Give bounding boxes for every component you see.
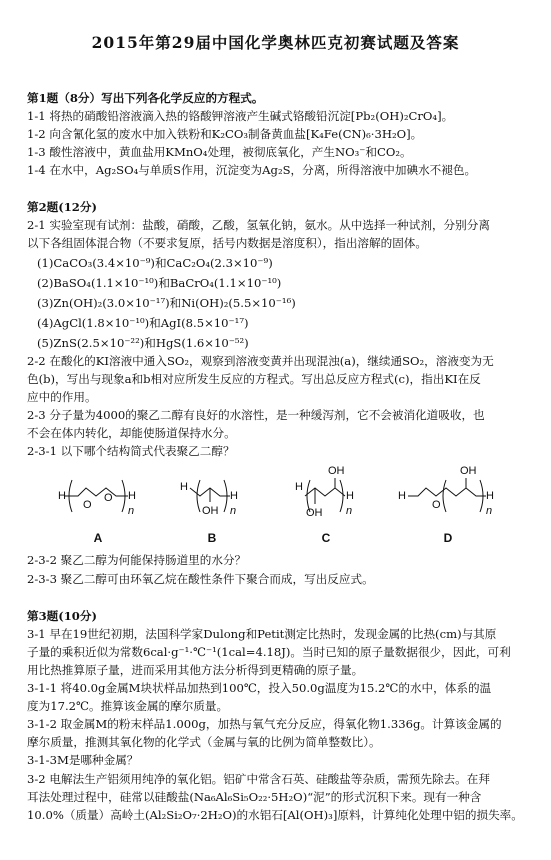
struct-b-h-right: H (230, 490, 238, 502)
struct-b-n: n (230, 505, 237, 517)
structure-diagram (40, 458, 530, 558)
struct-label-b: B (207, 531, 217, 545)
text-line-q1-2: 1-2 向含氰化氢的废水中加入铁粉和K₂CO₃制备黄血盐[K₄Fe(CN)₆·3H₂O]。 (27, 127, 423, 141)
text-line-q2-1b: 以下各组固体混合物（不要求复原，括号内数据是溶度积），指出溶解的固体。 (27, 236, 427, 250)
struct-d-n: n (486, 505, 493, 517)
text-line-q1-3: 1-3 酸性溶液中，黄血盐用KMnO₄处理，被彻底氧化，产生NO₃⁻和CO₂。 (27, 145, 412, 159)
text-line-q3-head: 第3题(10分) (27, 609, 97, 623)
text-line-q2-head: 第2题(12分) (27, 200, 97, 214)
struct-a-n: n (128, 505, 135, 517)
structure-options (40, 458, 530, 558)
struct-a-h-left: H (58, 490, 66, 502)
text-line-q2-1-2: (2)BaSO₄(1.1×10⁻¹⁰)和BaCrO₄(1.1×10⁻¹⁰) (37, 276, 282, 290)
text-line-q1-head: 第1题（8分）写出下列各化学反应的方程式。 (27, 91, 264, 105)
text-line-q2-1-1: (1)CaCO₃(3.4×10⁻⁹)和CaC₂O₄(2.3×10⁻⁹) (37, 256, 273, 270)
text-line-q2-2b: 色(b)，写出与现象a和b相对应所发生反应的方程式。写出总反应方程式(c)，指出KI在反 (27, 372, 481, 386)
struct-label-c: C (321, 531, 331, 545)
struct-b-oh: OH (202, 505, 219, 517)
text-line-q2-1a: 2-1 实验室现有试剂：盐酸，硝酸，乙酸，氢氧化钠，氨水。从中选择一种试剂，分别分离 (27, 218, 490, 232)
text-line-q1-1: 1-1 将热的硝酸铅溶液滴入热的铬酸钾溶液产生碱式铬酸铅沉淀[Pb₂(OH)₂CrO₄]。 (27, 109, 454, 123)
struct-d-h-right: H (486, 490, 494, 502)
text-line-q3-1a: 3-1 早在19世纪初期，法国科学家Dulong和Petit测定比热时，发现金属的比热(cm)与其原 (27, 627, 497, 641)
text-line-q2-1-3: (3)Zn(OH)₂(3.0×10⁻¹⁷)和Ni(OH)₂(5.5×10⁻¹⁶) (37, 296, 296, 310)
text-line-q3-1-2a: 3-1-2 取金属M的粉末样品1.000g，加热与氧气充分反应，得氧化物1.336g。计算该金属的 (27, 717, 502, 731)
struct-b-h-left: H (180, 481, 188, 493)
text-line-q2-1-5: (5)ZnS(2.5×10⁻²²)和HgS(1.6×10⁻⁵²) (37, 336, 249, 350)
text-line-q2-3-2: 2-3-2 聚乙二醇为何能保持肠道里的水分？ (27, 553, 247, 567)
struct-d-o: O (432, 499, 441, 511)
text-line-q3-1-3: 3-1-3M是哪种金属？ (27, 753, 139, 767)
struct-a-o2: O (104, 492, 113, 504)
page-title: 2015年第29届中国化学奥林匹克初赛试题及答案 (91, 33, 460, 52)
text-line-q2-1-4: (4)AgCl(1.8×10⁻¹⁰)和AgI(8.5×10⁻¹⁷) (37, 316, 249, 330)
text-line-q3-1c: 用比热推算原子量，进而采用其他方法分析得到更精确的原子量。 (27, 663, 364, 677)
text-line-q2-3-3: 2-3-3 聚乙二醇可由环氧乙烷在酸性条件下聚合而成，写出反应式。 (27, 572, 374, 586)
struct-d-oh: OH (460, 465, 477, 477)
text-line-q3-2b: 耳法处理过程中，硅常以硅酸盐(Na₆Al₆Si₅O₂₂·5H₂O)“泥”的形式沉积下来。现有一种含 (27, 790, 482, 804)
text-line-q3-1-2b: 摩尔质量，推测其氧化物的化学式（金属与氧的比例为简单整数比）。 (27, 735, 381, 749)
text-line-q2-3-1: 2-3-1 以下哪个结构简式代表聚乙二醇？ (27, 444, 235, 458)
struct-d-h-left: H (398, 490, 406, 502)
text-line-q3-2c: 10.0%（质量）高岭土(Al₂Si₂O₇·2H₂O)的水铝石[Al(OH)₃]原料，计算纯化处理中铝的损失率。 (27, 808, 523, 822)
text-line-q3-2a: 3-2 电解法生产铝须用纯净的氧化铝。铝矿中常含石英、硅酸盐等杂质，需预先除去。在拜 (27, 772, 490, 786)
struct-a-o1: O (83, 499, 92, 511)
struct-label-a: A (93, 531, 103, 545)
text-line-q2-3b: 不会在体内转化，却能使肠道保持水分。 (27, 426, 236, 440)
struct-label-d: D (443, 531, 453, 545)
text-line-q2-2a: 2-2 在酸化的KI溶液中通入SO₂，观察到溶液变黄并出现混浊(a)，继续通SO₂，溶液变为无 (27, 354, 494, 368)
struct-c-oh-bottom: OH (306, 507, 323, 519)
struct-c-oh-top: OH (328, 465, 345, 477)
text-line-q3-1b: 子量的乘积近似为常数6cal·g⁻¹·℃⁻¹(1cal=4.18J)。当时已知的原子量数据很少，因此，可利 (27, 645, 511, 659)
text-line-q2-2c: 应中的作用。 (27, 390, 97, 404)
struct-c-h-right: H (346, 490, 354, 502)
text-line-q2-3a: 2-3 分子量为4000的聚乙二醇有良好的水溶性，是一种缓泻剂，它不会被消化道吸收，也 (27, 408, 485, 422)
struct-c-n: n (346, 505, 353, 517)
text-line-q3-1-1a: 3-1-1 将40.0g金属M块状样品加热到100℃，投入50.0g温度为15.2℃的水中，体系的温 (27, 681, 492, 695)
struct-c-h-left: H (295, 481, 303, 493)
struct-a-h-right: H (128, 490, 136, 502)
text-line-q1-4: 1-4 在水中，Ag₂SO₄与单质S作用，沉淀变为Ag₂S，分离，所得溶液中加碘水不褪色。 (27, 163, 477, 177)
text-line-q3-1-1b: 度为17.2℃。推算该金属的摩尔质量。 (27, 699, 229, 713)
